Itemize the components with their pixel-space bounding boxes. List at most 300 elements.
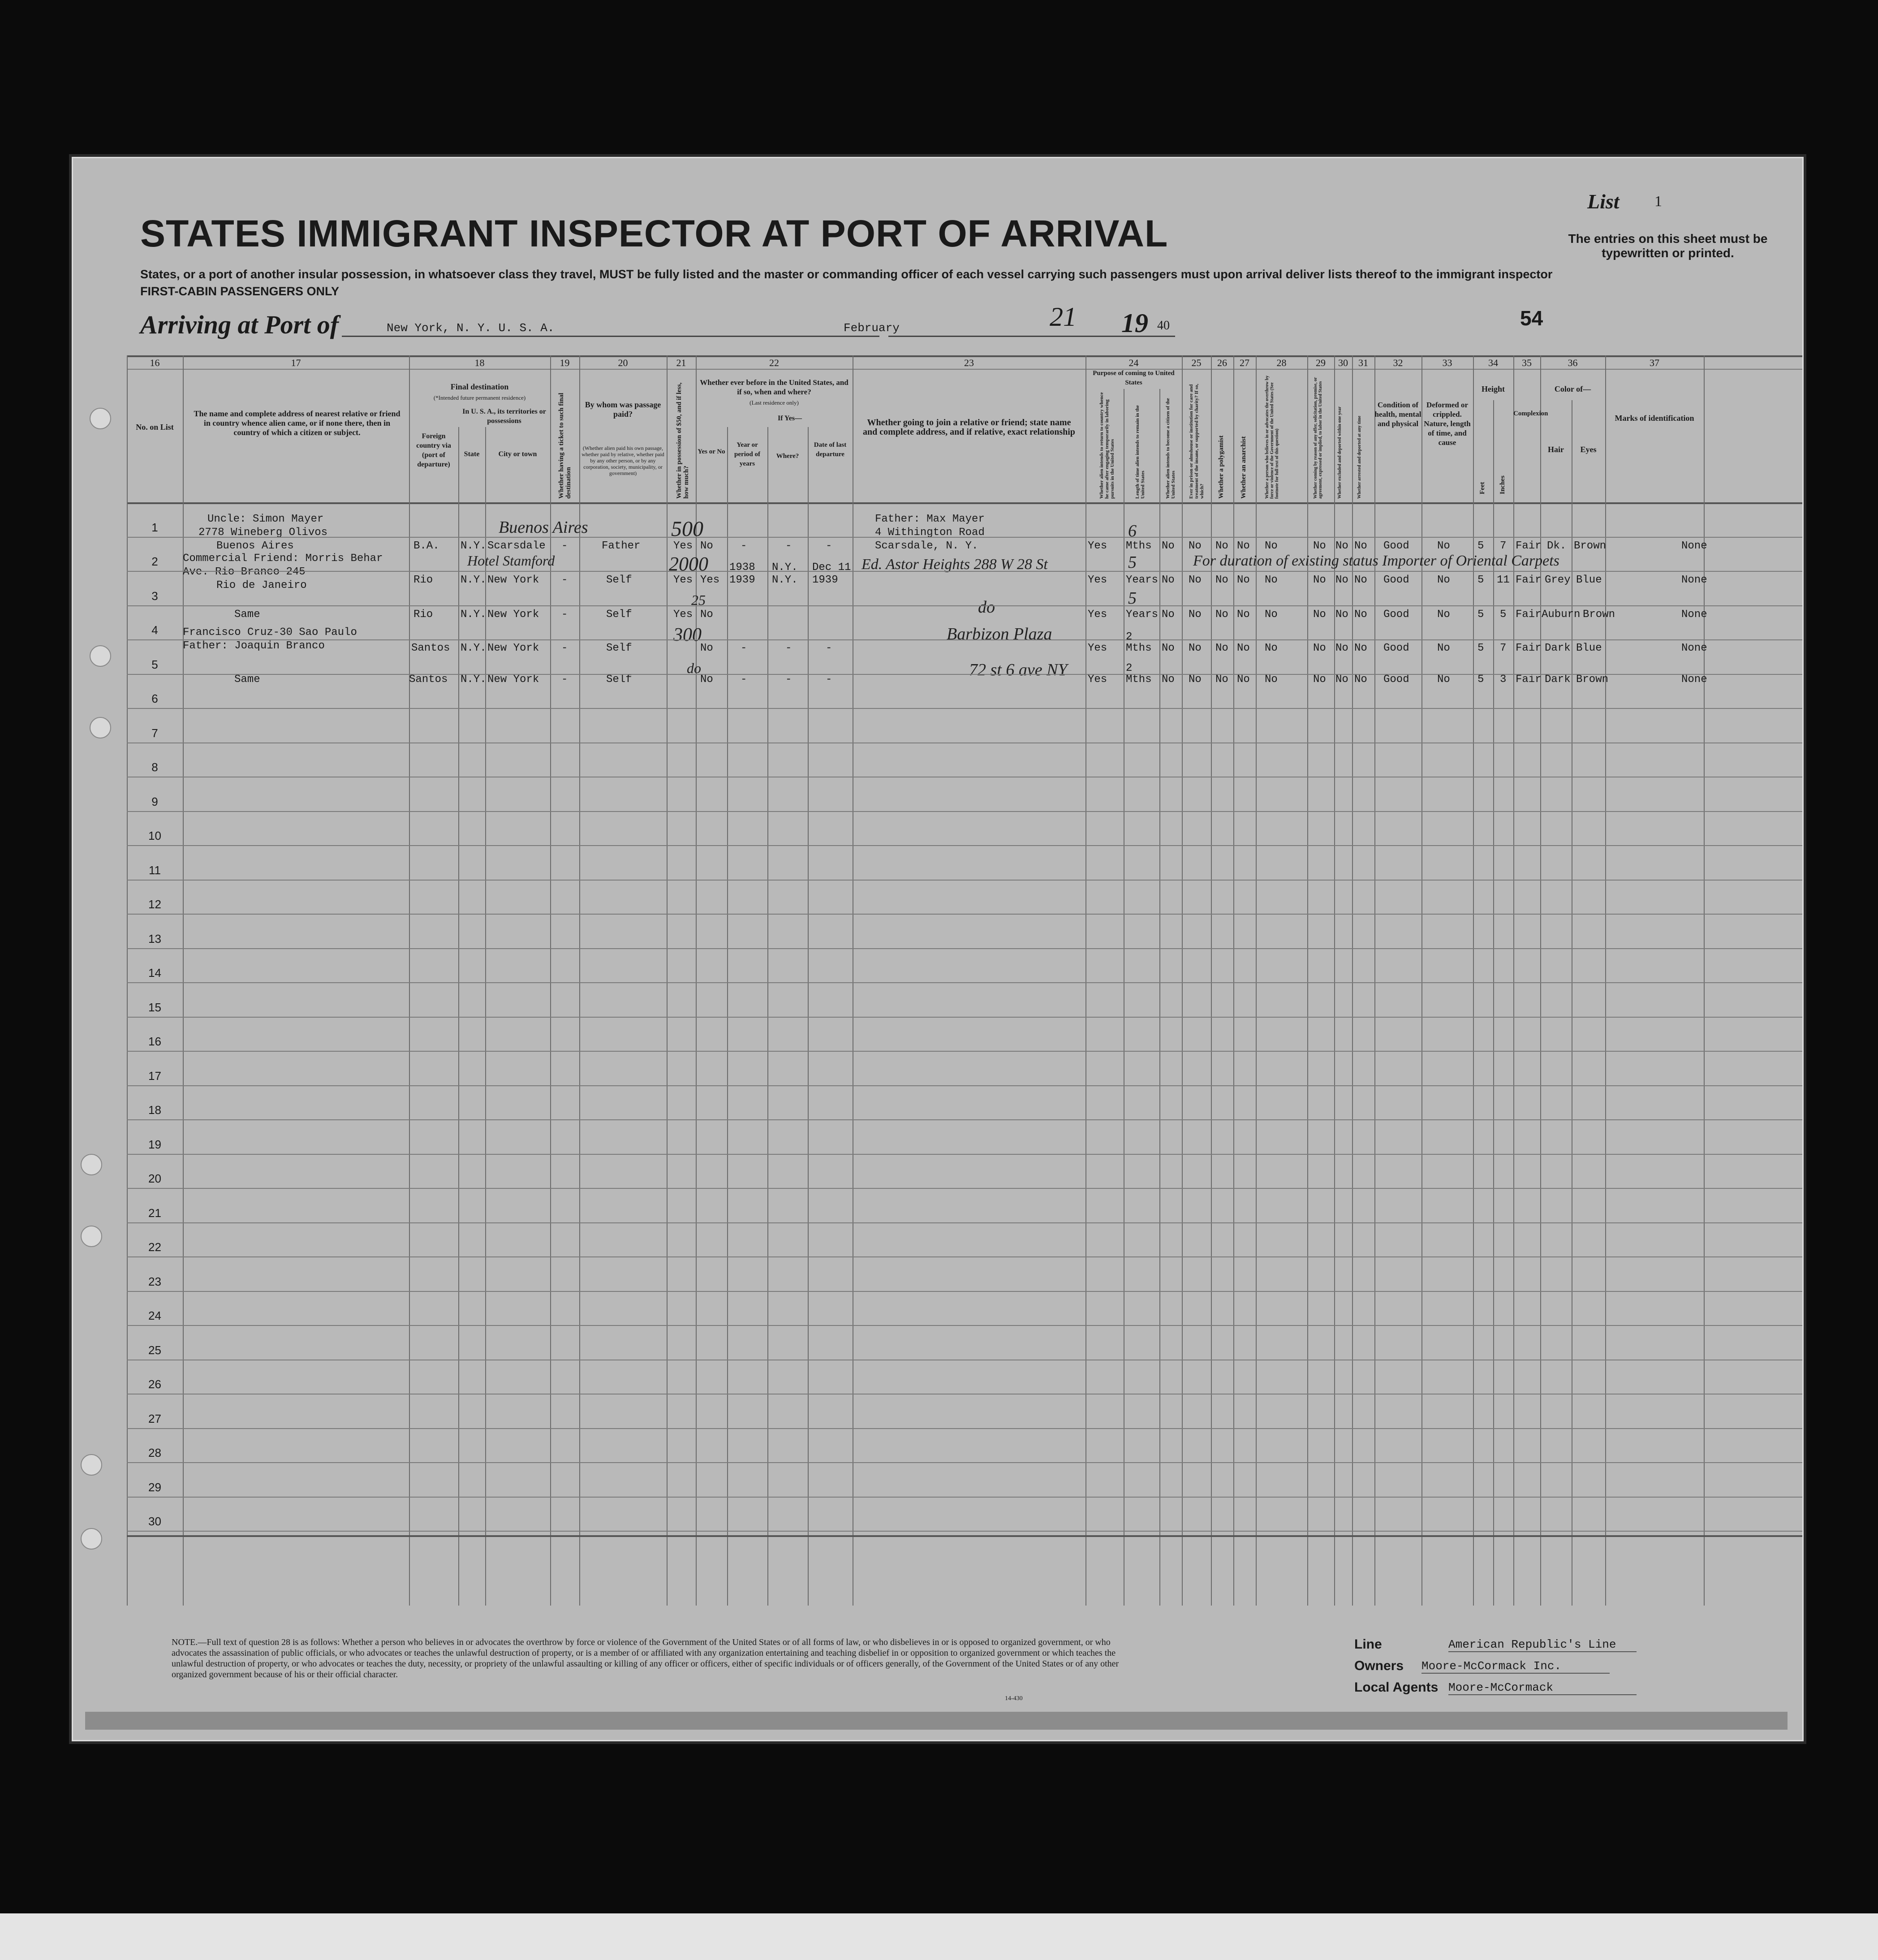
hdr-18-usa: In U. S. A., its territories or possessions [462,408,546,425]
colnum-19: 19 [560,357,570,368]
hdr-35: Complexion [1513,410,1548,417]
hdr-30: Whether excluded and deported within one year [1337,406,1342,499]
owners-value: Moore-McCormack Inc. [1421,1659,1610,1674]
row2-state: N.Y. [461,574,487,586]
colnum-29: 29 [1316,357,1326,368]
row1-c31: No [1354,540,1367,552]
row5-c29: No [1313,673,1326,686]
row4-c27: No [1237,642,1250,654]
row1-c27: No [1237,540,1250,552]
v-33-left [1421,355,1422,1606]
row3-ever-before: Yes [673,609,693,621]
hdr-31: Whether arrested and deported at any time [1357,415,1362,499]
row3-c30: No [1335,609,1348,621]
row1-purpose: Yes [1088,540,1107,552]
row-number: 3 [151,589,158,603]
row5-c28: No [1265,673,1278,686]
row5-ever-before: No [700,673,713,686]
row5-length: 2 [1126,662,1133,674]
row4-ever-before: No [700,642,713,654]
owners-label: Owners [1354,1658,1404,1673]
v-34-inches [1493,400,1494,1606]
colnum-28: 28 [1276,357,1287,368]
row-rule [127,1428,1802,1429]
row-number: 19 [148,1137,161,1151]
row1-money: 500 [671,517,703,541]
row1-state: N.Y. [461,540,487,552]
row5-money: do [687,660,701,676]
row4-c25: No [1189,642,1202,654]
colnum-21: 21 [676,357,686,368]
colnum-30: 30 [1338,357,1348,368]
row-number: 25 [148,1343,161,1357]
page-edge [85,1712,1788,1730]
row1-c28: No [1265,540,1278,552]
hdr-22-ifyes: If Yes— [777,414,802,422]
sheet-number: 54 [1520,307,1543,330]
row5-eyes: Brown [1576,673,1609,686]
row-number: 10 [148,829,161,842]
v-20-left [579,355,580,1606]
hdr-24a: Whether alien intends to return to country whence he came after engaging temporarily in laboring pursuits in the United States [1099,392,1115,499]
colnum-22: 22 [769,357,779,368]
manifest-grid [73,355,1802,1695]
row2-marks: None [1681,574,1707,586]
row2-feet: 5 [1477,574,1484,586]
hdr-36: Color of— [1554,384,1591,393]
row-rule [127,1154,1802,1155]
row5-marks: None [1681,673,1707,686]
row1-health: Good [1383,540,1409,552]
hdr-24: Purpose of coming to United States [1093,370,1175,386]
row3-marks: None [1681,609,1707,621]
row5-inches: 3 [1500,673,1507,686]
row4-citizen: No [1162,642,1175,654]
row2-c28: No [1265,574,1278,586]
row2-length-unit: Years [1126,574,1159,586]
agents-label: Local Agents [1354,1680,1439,1695]
row5-state: N.Y. [461,673,487,686]
v-31-left [1352,355,1353,1606]
row4-c30: No [1335,642,1348,654]
row2-city-handwritten: Hotel Stamford [467,553,555,569]
row1-c26: No [1215,540,1228,552]
colnum-31: 31 [1358,357,1368,368]
colnum-33: 33 [1442,357,1452,368]
row-rule [127,571,1802,572]
row-rule [127,1188,1802,1189]
row2-join-handwritten: Ed. Astor Heights 288 W 28 St [861,556,1048,573]
row2-health: Good [1383,574,1409,586]
hdr-28: Whether a person who believes in or advocates the overthrow by force or violence of the Government of the United States (See footnote for full text of this question) [1265,376,1279,499]
row-rule [127,639,1802,640]
row4-paid-by: Self [606,642,632,654]
row3-c25: No [1189,609,1202,621]
line-label: Line [1354,1637,1382,1652]
row5-where: - [785,673,792,686]
colnum-34: 34 [1488,357,1498,368]
row5-date: - [826,673,832,686]
row2-foreign: Rio [414,574,433,586]
row-number: 16 [148,1035,161,1048]
hdr-19: Whether having a ticket to such final destination [558,393,572,499]
row3-ever-yesno: No [700,609,713,621]
v-34-left [1473,355,1474,1606]
row3-c29: No [1313,609,1326,621]
row4-hair: Dark [1545,642,1571,654]
row2-inches: 11 [1497,574,1510,586]
row2-c26: No [1215,574,1228,586]
colnum-23: 23 [964,357,974,368]
row1-c29: No [1313,540,1326,552]
row-rule [127,1051,1802,1052]
row3-c28: No [1265,609,1278,621]
row3-feet: 5 [1477,609,1484,621]
row-rule [127,1291,1802,1292]
colnum-16: 16 [150,357,160,368]
row1-join-line3: Scarsdale, N. Y. [875,540,978,552]
row2-date: Dec 11 1939 [812,561,851,586]
row3-money: 25 [691,592,706,608]
scan-border [0,1913,1878,1960]
list-label: List [1587,190,1620,213]
row-rule [127,1222,1802,1223]
v-19-left [550,355,551,1606]
row3-c26: No [1215,609,1228,621]
year-prefix: 19 [1121,308,1148,338]
row1-relative-line1: Uncle: Simon Mayer [207,513,324,525]
hdr-17: The name and complete address of nearest relative or friend in country whence alien came, or if none there, then in country of which a citizen or subject. [194,409,401,437]
row3-length: 5 [1128,589,1137,608]
row4-health: Good [1383,642,1409,654]
row-rule [127,708,1802,709]
row4-c29: No [1313,642,1326,654]
row1-join-line1: Father: Max Mayer [875,513,985,525]
v-24-left [1085,355,1086,1606]
row1-ticket: - [561,540,568,552]
row-rule [127,948,1802,949]
row3-relative: Same [234,609,260,621]
punch-hole [81,1528,102,1550]
v-29-left [1307,355,1308,1606]
row2-c30: No [1335,574,1348,586]
row-number: 24 [148,1309,161,1322]
arriving-label: Arriving at Port of [140,310,339,339]
row2-deformed: No [1437,574,1450,586]
row-number: 29 [148,1480,161,1494]
row1-complexion: Fair [1516,540,1542,552]
row-rule [127,537,1802,538]
row5-deformed: No [1437,673,1450,686]
hdr-23: Whether going to join a relative or friend; state name and complete address, and if relative, exact relationship [863,418,1075,437]
row1-where: - [785,540,792,552]
line-value: American Republic's Line [1448,1638,1637,1652]
passenger-class: FIRST-CABIN PASSENGERS ONLY [140,285,340,298]
row-number: 6 [151,692,158,705]
row-rule [127,1017,1802,1018]
row1-deformed: No [1437,540,1450,552]
row5-c26: No [1215,673,1228,686]
row5-c31: No [1354,673,1367,686]
punch-hole [90,408,111,429]
hdr-18: Final destination [450,382,509,391]
row5-foreign: Santos [409,673,448,686]
row3-inches: 5 [1500,609,1507,621]
row4-state: N.Y. [461,642,487,654]
row2-handwritten-note: For duration of existing status Importer of Oriental Carpets [1193,553,1559,569]
hdr-34-feet: Feet [1479,482,1486,494]
hdr-18-foreign: Foreign country via (port of departure) [416,432,451,468]
list-number: 1 [1654,193,1662,210]
row3-city: New York [487,609,539,621]
row5-city: New York [487,673,539,686]
row-number: 1 [151,520,158,534]
row-number: 17 [148,1069,161,1083]
row1-period: - [741,540,747,552]
row5-health: Good [1383,673,1409,686]
row3-foreign: Rio [414,609,433,621]
hdr-18-city: City or town [498,450,537,458]
row4-relative-line2: Father: Joaquin Branco [183,640,325,652]
row1-relative-line3: Buenos Aires [216,540,294,552]
row3-state: N.Y. [461,609,487,621]
row1-hair: Dk. [1547,540,1567,552]
row2-where: N.Y. N.Y. [772,561,798,586]
hdr-22-where: Where? [776,453,799,460]
row2-citizen: No [1162,574,1175,586]
row4-length: 2 [1126,631,1133,643]
row1-city: Scarsdale [487,540,546,552]
colnum-18: 18 [474,357,485,368]
hdr-29: Whether coming by reason of any offer, solicitation, promise, or agreement, expressed or implied, to labor in the United States [1313,377,1323,499]
row1-length: 6 [1128,522,1137,540]
hdr-20-note: (Whether alien paid his own passage, whether paid by relative, whether paid by any other person, or by any corporation, society, municipality, or government) [581,445,664,476]
row4-date: - [826,642,832,654]
row-rule [127,811,1802,812]
row4-c31: No [1354,642,1367,654]
hdr-36-hair: Hair [1548,445,1564,454]
row4-city: New York [487,642,539,654]
hdr-25: Ever in prison or almshouse or institution for care and treatment of the insane, or supported by charity? If so, which? [1189,384,1205,499]
row4-feet: 5 [1477,642,1484,654]
row-number: 23 [148,1274,161,1288]
row1-inches: 7 [1500,540,1507,552]
row3-eyes: Brown [1583,609,1615,621]
row1-paid-by: Father [602,540,641,552]
row3-health: Good [1383,609,1409,621]
row-number: 26 [148,1377,161,1391]
row-number: 7 [151,726,158,740]
list-note: The entries on this sheet must be typewritten or printed. [1568,232,1768,260]
row2-c31: No [1354,574,1367,586]
row-number: 4 [151,623,158,637]
row3-complexion: Fair [1516,609,1542,621]
row1-c25: No [1189,540,1202,552]
row4-c26: No [1215,642,1228,654]
row-rule [127,1497,1802,1498]
hdr-34: Height [1482,384,1505,393]
row5-c25: No [1189,673,1202,686]
row2-c27: No [1237,574,1250,586]
form-code: 14-430 [1005,1695,1023,1702]
colnum-36: 36 [1568,357,1578,368]
row5-ticket: - [561,673,568,686]
row-number: 22 [148,1240,161,1254]
row2-c29: No [1313,574,1326,586]
hdr-26: Whether a polygamist [1218,435,1225,499]
colnum-20: 20 [618,357,628,368]
row4-period: - [741,642,747,654]
v-21-left [667,355,668,1606]
row-rule [127,1325,1802,1326]
row1-length-unit: Mths [1126,540,1152,552]
row2-ever-yesno: Yes [700,574,720,586]
row-number: 30 [148,1515,161,1528]
header-bottom-rule [127,502,1802,504]
row5-c30: No [1335,673,1348,686]
form-title: STATES IMMIGRANT INSPECTOR AT PORT OF ARRIVAL [140,212,1168,255]
colnum-17: 17 [291,357,301,368]
row4-purpose: Yes [1088,642,1107,654]
row-number: 12 [148,898,161,911]
row2-relative-line1: Commercial Friend: Morris Behar [183,553,383,565]
colnum-37: 37 [1650,357,1659,368]
row-number: 20 [148,1172,161,1185]
hdr-22-yesno: Yes or No [698,448,725,455]
row4-join-handwritten: Barbizon Plaza [947,625,1052,643]
row-number: 5 [151,657,158,671]
row5-feet: 5 [1477,673,1484,686]
hdr-21: Whether in possession of $50, and if less, how much? [676,382,690,499]
port-value: New York, N. Y. U. S. A. [387,321,555,335]
row-number: 2 [151,555,158,568]
grid-bottom-rule [127,1535,1802,1537]
row-number: 13 [148,932,161,945]
hdr-32: Condition of health, mental and physical [1374,401,1421,428]
row4-ticket: - [561,642,568,654]
v-35-left [1513,355,1514,1606]
row1-relative-line2: 2778 Wineberg Olivos [198,527,328,539]
form-instructions: States, or a port of another insular possession, in whatsoever class they travel, MUST be fully listed and the master or commanding officer of each vessel carrying such passengers must upon arrival deliver lists thereof to the immigrant inspector [140,268,1553,281]
row-rule [127,880,1802,881]
row5-hair: Dark [1545,673,1571,686]
v-32-left [1374,355,1375,1606]
row5-relative: Same [234,673,260,686]
row2-complexion: Fair [1516,574,1542,586]
row3-deformed: No [1437,609,1450,621]
row2-ever-before: Yes [673,574,693,586]
row-number: 18 [148,1103,161,1117]
hdr-37: Marks of identification [1615,414,1694,423]
year-suffix: 40 [1157,319,1170,332]
question-28-footnote: NOTE.—Full text of question 28 is as follows: Whether a person who believes in or advocates the overthrow by force or violence of the Government of the United States or of all forms of law, or who disbelieves in or is opposed to organized government, or who advocates the assassination of public officials, or who advocates or teaches the unlawful destruction of property, or is a member of or affiliated with any organization entertaining and teaching disbelief in or opposition to organized government or which teaches the unlawful destruction of property, or who advocates or teaches the duty, necessity, or propriety of the unlawful assaulting or killing of any officer or officers, either of specific individuals or of officers generally, of the Government of the United States or of any other organized government because of his or their official character. [172,1637,1119,1679]
row4-eyes: Blue [1576,642,1602,654]
hdr-33: Deformed or crippled. Nature, length of time, and cause [1424,401,1471,447]
v-25-left [1182,355,1183,1606]
row4-foreign: Santos [411,642,450,654]
row3-citizen: No [1162,609,1175,621]
row-number: 15 [148,1000,161,1014]
hdr-22-date: Date of last departure [814,441,847,458]
colnum-24: 24 [1129,357,1139,368]
row-rule [127,1462,1802,1463]
colnum-27: 27 [1240,357,1249,368]
row3-hair: Auburn [1542,609,1581,621]
row1-ever-before: Yes [673,540,693,552]
row4-length-unit: Mths [1126,642,1152,654]
row5-purpose: Yes [1088,673,1107,686]
hdr-34-inches: Inches [1499,475,1506,494]
row3-paid-by: Self [606,609,632,621]
row2-city: New York [487,574,539,586]
colnum-26: 26 [1217,357,1227,368]
row4-marks: None [1681,642,1707,654]
row1-c30: No [1335,540,1348,552]
hdr-18-note: (*Intended future permanent residence) [433,394,526,401]
colnum-rule [127,369,1802,370]
row-rule [127,914,1802,915]
row1-foreign: B.A. [414,540,439,552]
arrival-day: 21 [1050,302,1077,332]
row-number: 9 [151,794,158,808]
row5-c27: No [1237,673,1250,686]
row-number: 27 [148,1412,161,1425]
hdr-18-state: State [464,450,480,458]
row3-purpose: Yes [1088,609,1107,621]
row2-c25: No [1189,574,1202,586]
row2-relative-line3: Rio de Janeiro [216,579,307,591]
row3-c27: No [1237,609,1250,621]
colnum-25: 25 [1191,357,1202,368]
hdr-20: By whom was passage paid? [585,400,661,419]
row4-complexion: Fair [1516,642,1542,654]
row5-paid-by: Self [606,673,632,686]
punch-hole [90,645,111,667]
row-number: 21 [148,1206,161,1220]
row-rule [127,845,1802,846]
row2-money: 2000 [669,553,708,575]
v-27-left [1233,355,1234,1606]
row3-c31: No [1354,609,1367,621]
row1-join-line2: 4 Withington Road [875,527,985,539]
row-rule [127,674,1802,675]
row3-length-unit: Years [1126,609,1159,621]
row4-inches: 7 [1500,642,1507,654]
row1-eyes: Brown [1574,540,1607,552]
row-number: 28 [148,1446,161,1459]
punch-hole [81,1154,102,1175]
row4-relative-line1: Francisco Cruz-30 Sao Paulo [183,626,357,639]
punch-hole [81,1226,102,1247]
row2-hair: Grey [1545,574,1571,586]
row1-ever-yesno: No [700,540,713,552]
v-30-left [1334,355,1335,1606]
row2-eyes: Blue [1576,574,1602,586]
row-number: 8 [151,760,158,774]
row-rule [127,1119,1802,1120]
row2-ticket: - [561,574,568,586]
v-26-left [1211,355,1212,1606]
hdr-36-eyes: Eyes [1580,445,1597,454]
hdr-24c: Whether alien intends to become a citizen of the United States [1165,398,1176,499]
colnum-32: 32 [1393,357,1403,368]
row4-where: - [785,642,792,654]
row1-city-handwritten: Buenos Aires [499,518,588,537]
row-rule [127,605,1802,606]
hdr-24b: Length of time alien intends to remain in the United States [1135,405,1146,499]
row4-money: 300 [673,625,702,645]
row5-citizen: No [1162,673,1175,686]
